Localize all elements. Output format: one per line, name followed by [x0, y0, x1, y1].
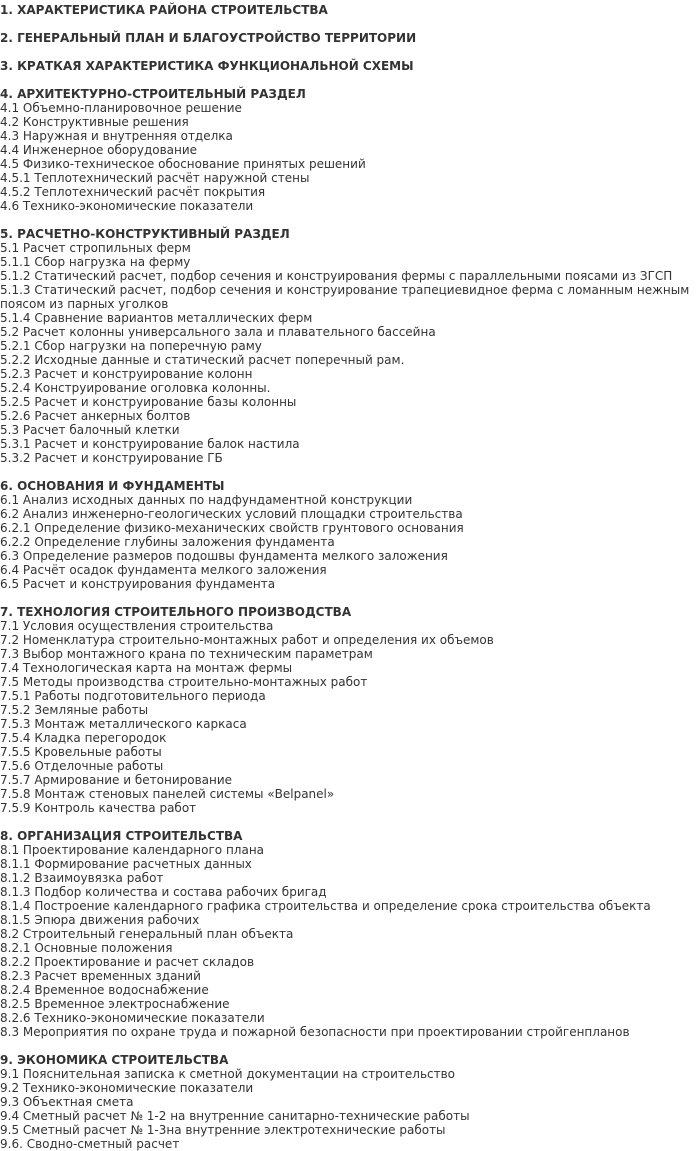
- toc-item: 7.5.3 Монтаж металлического каркаса: [0, 717, 247, 731]
- toc-item: 5.3.2 Расчет и конструирование ГБ: [0, 451, 223, 465]
- toc-item: 4.1 Объемно-планировочное решение: [0, 101, 242, 115]
- toc-item: 5.2.6 Расчет анкерных болтов: [0, 409, 191, 423]
- toc-item: 7.4 Технологическая карта на монтаж фермы: [0, 661, 293, 675]
- toc-item: 7.5.5 Кровельные работы: [0, 745, 162, 759]
- section-title: 9. ЭКОНОМИКА СТРОИТЕЛЬСТВА: [0, 1053, 229, 1067]
- toc-item: 7.3 Выбор монтажного крана по техническим параметрам: [0, 647, 373, 661]
- toc-item: 6.3 Определение размеров подошвы фундамента мелкого заложения: [0, 549, 448, 563]
- toc-section: [0, 3, 700, 17]
- toc-item: 5.2.1 Сбор нагрузки на поперечную раму: [0, 339, 262, 353]
- toc-item: 8.1 Проектирование календарного плана: [0, 843, 265, 857]
- toc-section: [0, 59, 700, 73]
- toc-item: 8.2.3 Расчет временных зданий: [0, 969, 201, 983]
- toc-section: [0, 87, 700, 213]
- toc-item: 6.4 Расчёт осадок фундамента мелкого заложения: [0, 563, 327, 577]
- toc-item: 4.2 Конструктивные решения: [0, 115, 189, 129]
- toc-item: 4.5.1 Теплотехнический расчёт наружной стены: [0, 171, 310, 185]
- toc-item: 4.4 Инженерное оборудование: [0, 143, 198, 157]
- toc-item: 5.2.4 Конструирование оголовка колонны.: [0, 381, 271, 395]
- toc-item: 5.2.2 Исходные данные и статический расчет поперечный рам.: [0, 353, 405, 367]
- section-title: 4. АРХИТЕКТУРНО-СТРОИТЕЛЬНЫЙ РАЗДЕЛ: [0, 87, 306, 101]
- toc-item: 7.5.4 Кладка перегородок: [0, 731, 167, 745]
- toc-item: 4.3 Наружная и внутренняя отделка: [0, 129, 233, 143]
- toc-item: 7.5.8 Монтаж стеновых панелей системы «Belpanel»: [0, 787, 335, 801]
- toc-item: 5.1 Расчет стропильных ферм: [0, 241, 191, 255]
- toc-item: 6.1 Анализ исходных данных по надфундаментной конструкции: [0, 493, 413, 507]
- toc-item: 8.2.5 Временное электроснабжение: [0, 997, 230, 1011]
- toc-item: 6.2.1 Определение физико-механических свойств грунтового основания: [0, 521, 464, 535]
- section-title: 3. КРАТКАЯ ХАРАКТЕРИСТИКА ФУНКЦИОНАЛЬНОЙ СХЕМЫ: [0, 59, 414, 73]
- section-title: 7. ТЕХНОЛОГИЯ СТРОИТЕЛЬНОГО ПРОИЗВОДСТВА: [0, 605, 352, 619]
- toc-item: 5.1.4 Сравнение вариантов металлических ферм: [0, 311, 313, 325]
- toc-item: 8.2.1 Основные положения: [0, 941, 173, 955]
- toc-item: 9.4 Сметный расчет № 1-2 на внутренние санитарно-технические работы: [0, 1109, 470, 1123]
- section-title: 5. РАСЧЕТНО-КОНСТРУКТИВНЫЙ РАЗДЕЛ: [0, 227, 290, 241]
- toc-item: 8.2.6 Технико-экономические показатели: [0, 1011, 265, 1025]
- section-title: 1. ХАРАКТЕРИСТИКА РАЙОНА СТРОИТЕЛЬСТВА: [0, 3, 328, 17]
- toc-item: 6.2 Анализ инженерно-геологических условий площадки строительства: [0, 507, 463, 521]
- toc-item: 9.2 Технико-экономические показатели: [0, 1081, 254, 1095]
- toc-item: 8.1.4 Построение календарного графика строительства и определение срока строительства объекта: [0, 899, 651, 913]
- toc-section: [0, 31, 700, 45]
- toc-item: 9.6. Сводно-сметный расчет: [0, 1137, 180, 1151]
- toc-item: 6.2.2 Определение глубины заложения фундамента: [0, 535, 335, 549]
- toc-item: 5.2.3 Расчет и конструирование колонн: [0, 367, 253, 381]
- toc-item: 8.1.1 Формирование расчетных данных: [0, 857, 252, 871]
- section-title: 8. ОРГАНИЗАЦИЯ СТРОИТЕЛЬСТВА: [0, 829, 243, 843]
- toc-item: 5.1.1 Сбор нагрузка на ферму: [0, 255, 191, 269]
- toc-item: 8.1.3 Подбор количества и состава рабочих бригад: [0, 885, 327, 899]
- toc-item: 9.5 Сметный расчет № 1-3на внутренние электротехнические работы: [0, 1123, 446, 1137]
- toc-item: 8.2.2 Проектирование и расчет складов: [0, 955, 255, 969]
- toc-section: [0, 605, 700, 815]
- toc-section: [0, 1053, 700, 1151]
- toc-item: 8.1.2 Взаимоувязка работ: [0, 871, 164, 885]
- toc-item: 7.1 Условия осуществления строительства: [0, 619, 274, 633]
- toc-item: 5.3 Расчет балочный клетки: [0, 423, 180, 437]
- toc-item: 5.1.2 Статический расчет, подбор сечения и конструирования фермы с параллельными поясами из ЗГСП: [0, 269, 673, 283]
- section-title: 2. ГЕНЕРАЛЬНЫЙ ПЛАН И БЛАГОУСТРОЙСТВО ТЕРРИТОРИИ: [0, 31, 417, 45]
- toc-item: 5.2 Расчет колонны универсального зала и плавательного бассейна: [0, 325, 436, 339]
- toc-section: [0, 227, 700, 465]
- toc-item: 8.1.5 Эпюра движения рабочих: [0, 913, 200, 927]
- toc-item: 5.3.1 Расчет и конструирование балок настила: [0, 437, 300, 451]
- toc-item: 8.2 Строительный генеральный план объекта: [0, 927, 294, 941]
- toc-item: 7.5 Методы производства строительно-монтажных работ: [0, 675, 368, 689]
- toc-item: 7.5.9 Контроль качества работ: [0, 801, 197, 815]
- toc-item: 8.2.4 Временное водоснабжение: [0, 983, 209, 997]
- toc-item: 9.1 Пояснительная записка к сметной документации на строительство: [0, 1067, 456, 1081]
- toc-section: [0, 479, 700, 591]
- toc-item: 6.5 Расчет и конструирования фундамента: [0, 577, 276, 591]
- toc-item: 9.3 Объектная смета: [0, 1095, 134, 1109]
- toc-item: 8.3 Мероприятия по охране труда и пожарной безопасности при проектировании стройгенпланов: [0, 1025, 630, 1039]
- toc-item: 7.5.6 Отделочные работы: [0, 759, 164, 773]
- toc-item: 7.5.2 Земляные работы: [0, 703, 149, 717]
- toc-item: 4.5 Физико-техническое обоснование принятых решений: [0, 157, 366, 171]
- toc-item: 4.5.2 Теплотехнический расчёт покрытия: [0, 185, 266, 199]
- toc-item: 5.2.5 Расчет и конструирование базы колонны: [0, 395, 297, 409]
- toc-item: 5.1.3 Статический расчет, подбор сечения и конструирование трапециевидное ферма с ломанным нежным поясом из парных уголков: [0, 283, 690, 311]
- toc-section: [0, 829, 700, 1039]
- toc-item: 7.5.7 Армирование и бетонирование: [0, 773, 233, 787]
- toc-item: 4.6 Технико-экономические показатели: [0, 199, 254, 213]
- toc-item: 7.2 Номенклатура строительно-монтажных работ и определения их объемов: [0, 633, 494, 647]
- toc-item: 7.5.1 Работы подготовительного периода: [0, 689, 266, 703]
- section-title: 6. ОСНОВАНИЯ И ФУНДАМЕНТЫ: [0, 479, 225, 493]
